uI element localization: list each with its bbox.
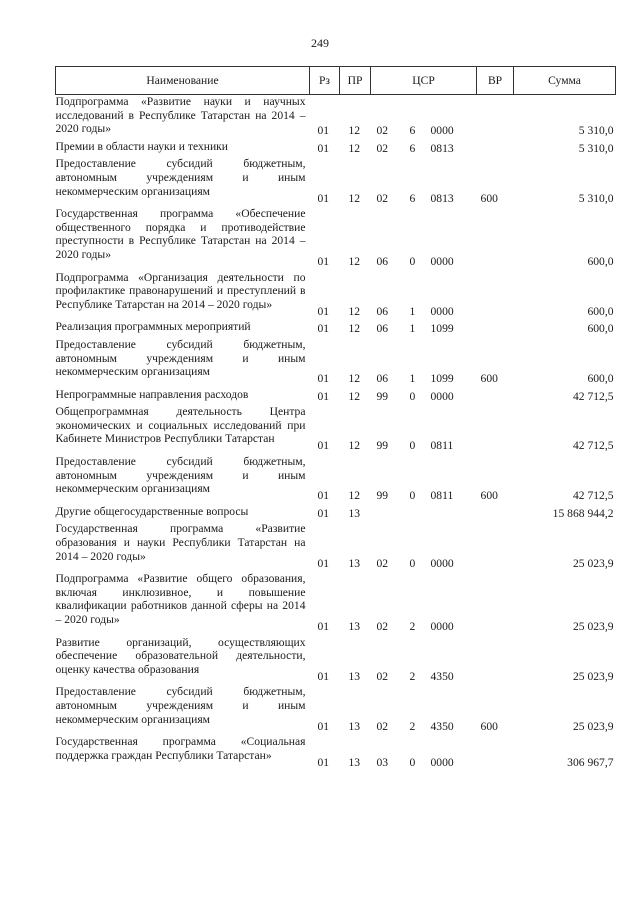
row-csr-subprogram: 0 bbox=[409, 556, 416, 570]
row-csr-code: 0813 bbox=[430, 191, 454, 205]
row-rz: 01 bbox=[317, 254, 330, 268]
row-csr-program: 02 bbox=[376, 141, 389, 155]
row-csr-subprogram: 0 bbox=[409, 755, 416, 769]
row-vr: 600 bbox=[480, 489, 498, 503]
row-sum: 306 967,7 bbox=[567, 755, 614, 769]
row-csr-code: 1099 bbox=[430, 322, 454, 336]
row-pr: 12 bbox=[348, 124, 361, 138]
row-csr-subprogram: 1 bbox=[409, 322, 416, 336]
row-sum: 42 712,5 bbox=[572, 439, 614, 453]
header-name: Наименование bbox=[56, 67, 310, 95]
row-csr-code: 0000 bbox=[430, 254, 454, 268]
row-vr: 600 bbox=[480, 191, 498, 205]
row-csr-subprogram: 6 bbox=[409, 141, 416, 155]
row-csr-subprogram: 0 bbox=[409, 389, 416, 403]
row-csr-code: 0811 bbox=[430, 439, 454, 453]
row-rz: 01 bbox=[317, 506, 330, 520]
row-rz: 01 bbox=[317, 620, 330, 633]
row-vr bbox=[477, 320, 514, 338]
row-rz: 01 bbox=[317, 439, 330, 453]
row-csr-program: 06 bbox=[376, 254, 389, 268]
table-row bbox=[56, 405, 616, 455]
table-row bbox=[56, 140, 616, 158]
row-rz: 01 bbox=[317, 719, 330, 733]
row-csr-code: 0000 bbox=[430, 124, 454, 138]
header-sum: Сумма bbox=[514, 67, 616, 95]
row-sum: 15 868 944,2 bbox=[552, 506, 614, 520]
row-sum: 5 310,0 bbox=[578, 124, 614, 138]
row-csr-subprogram: 0 bbox=[409, 254, 416, 268]
row-csr-subprogram: 2 bbox=[409, 620, 416, 633]
row-sum: 600,0 bbox=[587, 372, 614, 386]
table-row bbox=[56, 636, 616, 686]
row-pr: 13 bbox=[348, 556, 361, 570]
row-csr-code: 0813 bbox=[430, 141, 454, 155]
table-row bbox=[56, 271, 616, 321]
row-name: Другие общегосударственные вопросы bbox=[55, 504, 249, 518]
row-csr-program: 03 bbox=[376, 755, 389, 769]
row-name: Государственная программа «Обеспечение общественного порядка и противодействие преступности в Республике Татарстан на 2014 – 2020 годы» bbox=[55, 207, 306, 261]
row-pr: 12 bbox=[348, 372, 361, 386]
table-row bbox=[56, 522, 616, 572]
row-rz: 01 bbox=[317, 141, 330, 155]
row-csr-code: 4350 bbox=[430, 719, 454, 733]
row-rz: 01 bbox=[317, 372, 330, 386]
row-vr bbox=[477, 95, 514, 140]
row-rz: 01 bbox=[317, 389, 330, 403]
row-rz: 01 bbox=[317, 489, 330, 503]
row-csr-program: 99 bbox=[376, 439, 389, 453]
row-csr-program bbox=[371, 505, 405, 523]
table-row bbox=[56, 685, 616, 735]
row-csr-subprogram: 0 bbox=[409, 439, 416, 453]
table-body bbox=[56, 95, 616, 772]
header-vr: ВР bbox=[477, 67, 514, 95]
row-csr-subprogram: 1 bbox=[409, 304, 416, 318]
row-name: Государственная программа «Социальная поддержка граждан Республики Татарстан» bbox=[55, 735, 306, 762]
row-name: Подпрограмма «Развитие общего образования, включая инклюзивное, и повышение квалификации работников данной сферы на 2014 – 2020 годы» bbox=[55, 572, 306, 626]
table-row bbox=[56, 157, 616, 207]
row-vr bbox=[477, 405, 514, 455]
row-name: Развитие организаций, осуществляющих обеспечение образовательной деятельности, оценку качества образования bbox=[55, 635, 306, 676]
header-pr: ПР bbox=[340, 67, 371, 95]
row-csr-program: 06 bbox=[376, 304, 389, 318]
row-sum: 600,0 bbox=[587, 322, 614, 336]
row-name: Премии в области науки и техники bbox=[55, 139, 228, 153]
row-vr bbox=[477, 572, 514, 635]
page-number: 249 bbox=[311, 36, 329, 50]
row-csr-code: 0000 bbox=[430, 389, 454, 403]
row-csr-program: 02 bbox=[376, 719, 389, 733]
row-name: Предоставление субсидий бюджетным, автономным учреждениям и иным некоммерческим организациям bbox=[55, 685, 306, 726]
row-pr: 12 bbox=[348, 191, 361, 205]
row-name: Подпрограмма «Организация деятельности по профилактике правонарушений и преступлений в Республике Татарстан на 2014 – 2020 годы» bbox=[55, 270, 306, 311]
row-csr-subprogram: 2 bbox=[409, 719, 416, 733]
row-rz: 01 bbox=[317, 304, 330, 318]
row-vr bbox=[477, 140, 514, 158]
row-vr bbox=[477, 388, 514, 406]
row-rz: 01 bbox=[317, 191, 330, 205]
row-csr-subprogram bbox=[405, 505, 425, 523]
row-rz: 01 bbox=[317, 322, 330, 336]
row-sum: 5 310,0 bbox=[578, 141, 614, 155]
row-csr-code: 0811 bbox=[430, 489, 454, 503]
row-pr: 12 bbox=[348, 389, 361, 403]
row-pr: 13 bbox=[348, 719, 361, 733]
row-csr-subprogram: 2 bbox=[409, 669, 416, 683]
row-csr-program: 02 bbox=[376, 191, 389, 205]
row-vr bbox=[477, 271, 514, 321]
row-vr: 600 bbox=[480, 719, 498, 733]
row-pr: 12 bbox=[348, 141, 361, 155]
table-row bbox=[56, 455, 616, 505]
row-sum: 25 023,9 bbox=[572, 556, 614, 570]
row-vr bbox=[477, 207, 514, 270]
row-csr-code bbox=[425, 505, 477, 523]
table-row bbox=[56, 338, 616, 388]
header-csr: ЦСР bbox=[371, 67, 477, 95]
row-csr-program: 02 bbox=[376, 669, 389, 683]
row-csr-code: 4350 bbox=[430, 669, 454, 683]
row-rz: 01 bbox=[317, 755, 330, 769]
row-pr: 12 bbox=[348, 322, 361, 336]
row-csr-subprogram: 6 bbox=[409, 124, 416, 138]
row-sum: 600,0 bbox=[587, 254, 614, 268]
row-pr: 13 bbox=[348, 620, 361, 633]
row-sum: 42 712,5 bbox=[572, 389, 614, 403]
row-pr: 12 bbox=[348, 489, 361, 503]
row-csr-code: 0000 bbox=[430, 620, 454, 633]
row-name: Общепрограммная деятельность Центра экономических и социальных исследований при Кабинете Министров Республики Татарстан bbox=[55, 405, 306, 446]
row-name: Подпрограмма «Развитие науки и научных исследований в Республике Татарстан на 2014 – 2020 годы» bbox=[55, 95, 306, 136]
row-csr-program: 02 bbox=[376, 556, 389, 570]
row-csr-program: 99 bbox=[376, 489, 389, 503]
row-vr bbox=[477, 735, 514, 771]
table-row bbox=[56, 207, 616, 270]
row-name: Непрограммные направления расходов bbox=[55, 387, 249, 401]
budget-table-container bbox=[55, 66, 615, 771]
table-row bbox=[56, 735, 616, 771]
row-csr-subprogram: 6 bbox=[409, 191, 416, 205]
row-csr-code: 0000 bbox=[430, 755, 454, 769]
row-csr-subprogram: 0 bbox=[409, 489, 416, 503]
row-sum: 25 023,9 bbox=[572, 719, 614, 733]
row-vr bbox=[477, 636, 514, 686]
row-rz: 01 bbox=[317, 556, 330, 570]
budget-table bbox=[55, 66, 616, 771]
row-name: Предоставление субсидий бюджетным, автономным учреждениям и иным некоммерческим организациям bbox=[55, 455, 306, 496]
table-row bbox=[56, 572, 616, 635]
row-csr-code: 0000 bbox=[430, 556, 454, 570]
table-row bbox=[56, 320, 616, 338]
row-pr: 12 bbox=[348, 254, 361, 268]
row-name: Предоставление субсидий бюджетным, автономным учреждениям и иным некоммерческим организациям bbox=[55, 337, 306, 379]
row-csr-subprogram: 1 bbox=[409, 372, 416, 386]
row-pr: 13 bbox=[348, 506, 361, 520]
row-sum: 25 023,9 bbox=[572, 620, 614, 633]
row-name: Государственная программа «Развитие образования и науки Республики Татарстан на 2014 – 2020 годы» bbox=[55, 522, 306, 563]
row-pr: 12 bbox=[348, 304, 361, 318]
row-csr-program: 06 bbox=[376, 322, 389, 336]
row-csr-code: 0000 bbox=[430, 304, 454, 318]
row-vr bbox=[477, 522, 514, 572]
row-csr-program: 02 bbox=[376, 620, 389, 633]
row-pr: 13 bbox=[348, 669, 361, 683]
row-pr: 13 bbox=[348, 755, 361, 769]
row-sum: 42 712,5 bbox=[572, 489, 614, 503]
table-row bbox=[56, 95, 616, 140]
row-csr-program: 99 bbox=[376, 389, 389, 403]
row-sum: 5 310,0 bbox=[578, 191, 614, 205]
row-sum: 600,0 bbox=[587, 304, 614, 318]
table-row bbox=[56, 505, 616, 523]
table-header-row bbox=[56, 67, 616, 95]
row-vr: 600 bbox=[480, 372, 498, 386]
row-vr bbox=[477, 505, 514, 523]
table-row bbox=[56, 388, 616, 406]
row-name: Реализация программных мероприятий bbox=[55, 320, 251, 334]
row-pr: 12 bbox=[348, 439, 361, 453]
row-csr-program: 06 bbox=[376, 372, 389, 386]
row-csr-program: 02 bbox=[376, 124, 389, 138]
row-rz: 01 bbox=[317, 124, 330, 138]
row-sum: 25 023,9 bbox=[572, 669, 614, 683]
row-csr-code: 1099 bbox=[430, 372, 454, 386]
header-rz: Рз bbox=[310, 67, 340, 95]
row-name: Предоставление субсидий бюджетным, автономным учреждениям и иным некоммерческим организациям bbox=[55, 157, 306, 198]
row-rz: 01 bbox=[317, 669, 330, 683]
